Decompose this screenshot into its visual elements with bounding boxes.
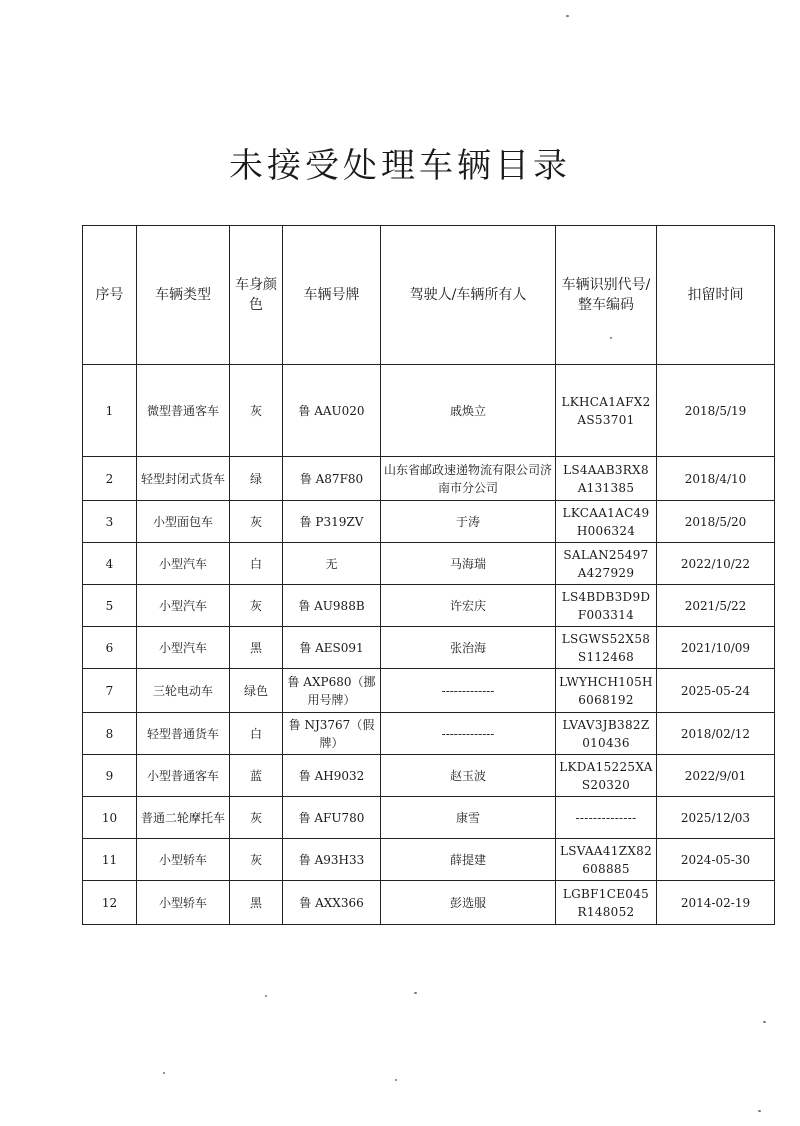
plate-number: 鲁 AES091 [283, 627, 381, 669]
row-index: 7 [83, 669, 137, 713]
detention-date: 2025-05-24 [657, 669, 775, 713]
vehicle-type: 轻型封闭式货车 [137, 457, 230, 501]
owner-name: ------------- [381, 669, 556, 713]
row-index: 1 [83, 365, 137, 457]
vehicle-type: 小型轿车 [137, 839, 230, 881]
row-index: 3 [83, 501, 137, 543]
plate-number: 鲁 AH9032 [283, 755, 381, 797]
vehicle-type: 普通二轮摩托车 [137, 797, 230, 839]
scan-speck [758, 1110, 761, 1112]
detention-date: 2014-02-19 [657, 881, 775, 925]
body-color: 灰 [230, 839, 283, 881]
scan-speck [566, 15, 569, 17]
table-row [83, 713, 775, 755]
table-row [83, 797, 775, 839]
detention-date: 2022/10/22 [657, 543, 775, 585]
row-index: 6 [83, 627, 137, 669]
vehicle-type: 轻型普通货车 [137, 713, 230, 755]
page-title: 未接受处理车辆目录 [229, 146, 571, 186]
plate-number: 鲁 NJ3767（假牌） [283, 713, 381, 755]
vehicle-type: 小型面包车 [137, 501, 230, 543]
detention-date: 2018/5/19 [657, 365, 775, 457]
table-row [83, 627, 775, 669]
scan-speck [163, 1072, 165, 1074]
header-plate: 车辆号牌 [283, 226, 381, 365]
plate-number: 鲁 AU988B [283, 585, 381, 627]
vin: LKHCA1AFX2AS53701 [556, 365, 657, 457]
row-index: 11 [83, 839, 137, 881]
detention-date: 2022/9/01 [657, 755, 775, 797]
vin: LVAV3JB382Z010436 [556, 713, 657, 755]
vehicle-type: 小型汽车 [137, 627, 230, 669]
scan-speck [414, 992, 417, 994]
owner-name: 张治海 [381, 627, 556, 669]
vehicle-type: 三轮电动车 [137, 669, 230, 713]
plate-number: 鲁 A93H33 [283, 839, 381, 881]
body-color: 黑 [230, 627, 283, 669]
detention-date: 2021/5/22 [657, 585, 775, 627]
header-body-color: 车身颜色 [230, 226, 283, 365]
plate-number: 鲁 AXP680（挪用号牌） [283, 669, 381, 713]
detention-date: 2021/10/09 [657, 627, 775, 669]
plate-number: 鲁 AAU020 [283, 365, 381, 457]
plate-number: 鲁 A87F80 [283, 457, 381, 501]
vin: LSGWS52X58S112468 [556, 627, 657, 669]
header-owner: 驾驶人/车辆所有人 [381, 226, 556, 365]
body-color: 绿 [230, 457, 283, 501]
vin: SALAN25497A427929 [556, 543, 657, 585]
scan-speck [395, 1079, 397, 1081]
vin: LGBF1CE045R148052 [556, 881, 657, 925]
table-row [83, 365, 775, 457]
body-color: 白 [230, 543, 283, 585]
owner-name: 戚焕立 [381, 365, 556, 457]
detention-date: 2018/02/12 [657, 713, 775, 755]
detention-date: 2018/5/20 [657, 501, 775, 543]
vehicle-table [82, 225, 775, 925]
scan-speck [610, 337, 612, 339]
table-row [83, 457, 775, 501]
owner-name: 康雪 [381, 797, 556, 839]
row-index: 8 [83, 713, 137, 755]
plate-number: 鲁 P319ZV [283, 501, 381, 543]
plate-number: 鲁 AXX366 [283, 881, 381, 925]
body-color: 白 [230, 713, 283, 755]
vin: LWYHCH105H6068192 [556, 669, 657, 713]
table-row [83, 543, 775, 585]
row-index: 9 [83, 755, 137, 797]
table-row [83, 839, 775, 881]
owner-name: 许宏庆 [381, 585, 556, 627]
table-row [83, 501, 775, 543]
plate-number: 无 [283, 543, 381, 585]
owner-name: 于涛 [381, 501, 556, 543]
row-index: 12 [83, 881, 137, 925]
body-color: 灰 [230, 797, 283, 839]
body-color: 灰 [230, 585, 283, 627]
owner-name: 彭选服 [381, 881, 556, 925]
body-color: 蓝 [230, 755, 283, 797]
body-color: 绿色 [230, 669, 283, 713]
detention-date: 2018/4/10 [657, 457, 775, 501]
vehicle-type: 小型普通客车 [137, 755, 230, 797]
detention-date: 2025/12/03 [657, 797, 775, 839]
vehicle-type: 小型汽车 [137, 585, 230, 627]
vehicle-type: 小型轿车 [137, 881, 230, 925]
detention-date: 2024-05-30 [657, 839, 775, 881]
scan-speck [763, 1021, 766, 1023]
owner-name: ------------- [381, 713, 556, 755]
owner-name: 山东省邮政速递物流有限公司济南市分公司 [381, 457, 556, 501]
row-index: 2 [83, 457, 137, 501]
header-vehicle-type: 车辆类型 [137, 226, 230, 365]
body-color: 灰 [230, 501, 283, 543]
owner-name: 赵玉波 [381, 755, 556, 797]
scan-speck [265, 995, 267, 997]
table-row [83, 585, 775, 627]
body-color: 黑 [230, 881, 283, 925]
header-detention-date: 扣留时间 [657, 226, 775, 365]
row-index: 10 [83, 797, 137, 839]
vin: LKDA15225XAS20320 [556, 755, 657, 797]
table-header-row [83, 226, 775, 365]
plate-number: 鲁 AFU780 [283, 797, 381, 839]
table-row [83, 755, 775, 797]
row-index: 5 [83, 585, 137, 627]
row-index: 4 [83, 543, 137, 585]
owner-name: 薛提建 [381, 839, 556, 881]
header-index: 序号 [83, 226, 137, 365]
vin: LS4BDB3D9DF003314 [556, 585, 657, 627]
table-row [83, 669, 775, 713]
table-row [83, 881, 775, 925]
vehicle-type: 微型普通客车 [137, 365, 230, 457]
body-color: 灰 [230, 365, 283, 457]
vin: LSVAA41ZX82608885 [556, 839, 657, 881]
vin: LS4AAB3RX8A131385 [556, 457, 657, 501]
header-vin: 车辆识别代号/整车编码 [556, 226, 657, 365]
vehicle-type: 小型汽车 [137, 543, 230, 585]
owner-name: 马海瑞 [381, 543, 556, 585]
vin: LKCAA1AC49H006324 [556, 501, 657, 543]
vin: -------------- [556, 797, 657, 839]
